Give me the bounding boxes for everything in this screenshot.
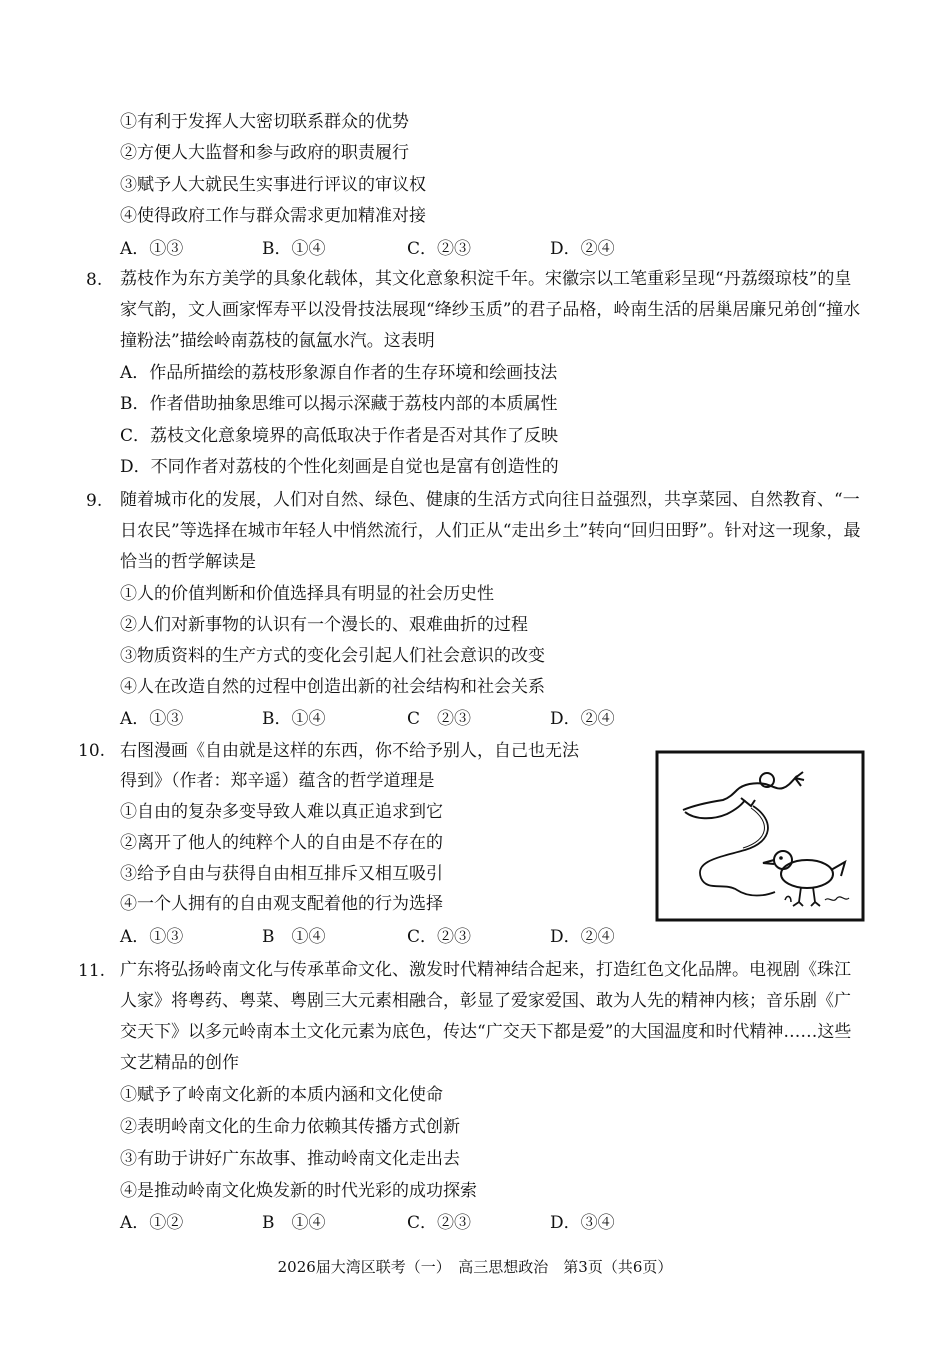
- q10-option-1: ①自由的复杂多变导致人难以真正追求到它: [120, 802, 443, 822]
- cartoon-illustration: [655, 750, 865, 922]
- q11-option-2: ②表明岭南文化的生命力依赖其传播方式创新: [120, 1117, 460, 1137]
- q9-choice-c[interactable]: C ②③: [407, 709, 472, 729]
- q11-choice-d[interactable]: D．③④: [550, 1213, 615, 1233]
- q11-option-3: ③有助于讲好广东故事、推动岭南文化走出去: [120, 1149, 460, 1169]
- q11-number: 11.: [78, 961, 106, 981]
- q8-option-c[interactable]: C．荔枝文化意象境界的高低取决于作者是否对其作了反映: [120, 426, 559, 446]
- q7-option-2: ②方便人大监督和参与政府的职责履行: [120, 143, 409, 163]
- q11-stem: 广东将弘扬岭南文化与传承革命文化、激发时代精神结合起来，打造红色文化品牌。电视剧《珠江人家》将粤药、粤菜、粤剧三大元素相融合，彰显了爱家爱国、敢为人先的精神内核；音乐剧《广交天下》以多元岭南本土文化元素为底色，传达“广交天下都是爱”的大国温度和时代精神……这些文艺精品的创作: [120, 960, 852, 1073]
- q9-option-3: ③物质资料的生产方式的变化会引起人们社会意识的改变: [120, 646, 545, 666]
- q10-choice-b[interactable]: B ①④: [262, 927, 326, 947]
- q8-number: 8.: [86, 270, 103, 290]
- q7-option-4: ④使得政府工作与群众需求更加精准对接: [120, 206, 426, 226]
- q9-option-4: ④人在改造自然的过程中创造出新的社会结构和社会关系: [120, 677, 545, 697]
- q11-choice-a[interactable]: A．①②: [120, 1213, 184, 1233]
- q10-option-2: ②离开了他人的纯粹个人的自由是不存在的: [120, 833, 443, 853]
- q10-choice-c[interactable]: C．②③: [407, 927, 472, 947]
- q11-option-1: ①赋予了岭南文化新的本质内涵和文化使命: [120, 1085, 443, 1105]
- q7-choice-b[interactable]: B．①④: [262, 239, 326, 259]
- q10-option-4: ④一个人拥有的自由观支配着他的行为选择: [120, 894, 443, 914]
- q9-stem: 随着城市化的发展，人们对自然、绿色、健康的生活方式向往日益强烈，共享菜园、自然教育、“一日农民”等选择在城市年轻人中悄然流行，人们正从“走出乡土”转向“回归田野”。针对这一现象，最恰当的哲学解读是: [120, 490, 861, 572]
- q9-choice-d[interactable]: D．②④: [550, 709, 615, 729]
- q9-option-2: ②人们对新事物的认识有一个漫长的、艰难曲折的过程: [120, 615, 528, 635]
- q10-stem-line2: 得到》（作者：郑辛遥）蕴含的哲学道理是: [120, 771, 435, 791]
- q7-option-1: ①有利于发挥人大密切联系群众的优势: [120, 112, 409, 132]
- q10-number: 10.: [78, 741, 106, 761]
- q8-option-d[interactable]: D．不同作者对荔枝的个性化刻画是自觉也是富有创造性的: [120, 457, 559, 477]
- q10-choice-d[interactable]: D．②④: [550, 927, 615, 947]
- q10-stem-line1: 右图漫画《自由就是这样的东西，你不给予别人，自己也无法: [120, 741, 579, 761]
- q8-stem: 荔枝作为东方美学的具象化载体，其文化意象积淀千年。宋徽宗以工笔重彩呈现“丹荔缀琼枝”的皇家气韵，文人画家恽寿平以没骨技法展现“绛纱玉质”的君子品格，岭南生活的居巢居廉兄弟创“撞水撞粉法”描绘岭南荔枝的氤氲水汽。这表明: [120, 269, 861, 351]
- q9-choice-a[interactable]: A．①③: [120, 709, 184, 729]
- q7-choice-c[interactable]: C．②③: [407, 239, 472, 259]
- q10-choice-a[interactable]: A．①③: [120, 927, 184, 947]
- q11-option-4: ④是推动岭南文化焕发新的时代光彩的成功探索: [120, 1181, 477, 1201]
- q7-choice-a[interactable]: A．①③: [120, 239, 184, 259]
- q7-option-3: ③赋予人大就民生实事进行评议的审议权: [120, 175, 426, 195]
- q9-number: 9.: [86, 491, 103, 511]
- q9-choice-b[interactable]: B．①④: [262, 709, 326, 729]
- q8-option-b[interactable]: B．作者借助抽象思维可以揭示深藏于荔枝内部的本质属性: [120, 394, 558, 414]
- q10-option-3: ③给予自由与获得自由相互排斥又相互吸引: [120, 864, 443, 884]
- q11-choice-b[interactable]: B ①④: [262, 1213, 326, 1233]
- q7-choice-d[interactable]: D．②④: [550, 239, 615, 259]
- q11-choice-c[interactable]: C．②③: [407, 1213, 472, 1233]
- q8-option-a[interactable]: A．作品所描绘的荔枝形象源自作者的生存环境和绘画技法: [120, 363, 558, 383]
- bird-eye: [779, 856, 783, 860]
- page-footer: 2026届大湾区联考（一） 高三思想政治 第3页（共6页）: [277, 1258, 673, 1276]
- q9-option-1: ①人的价值判断和价值选择具有明显的社会历史性: [120, 584, 494, 604]
